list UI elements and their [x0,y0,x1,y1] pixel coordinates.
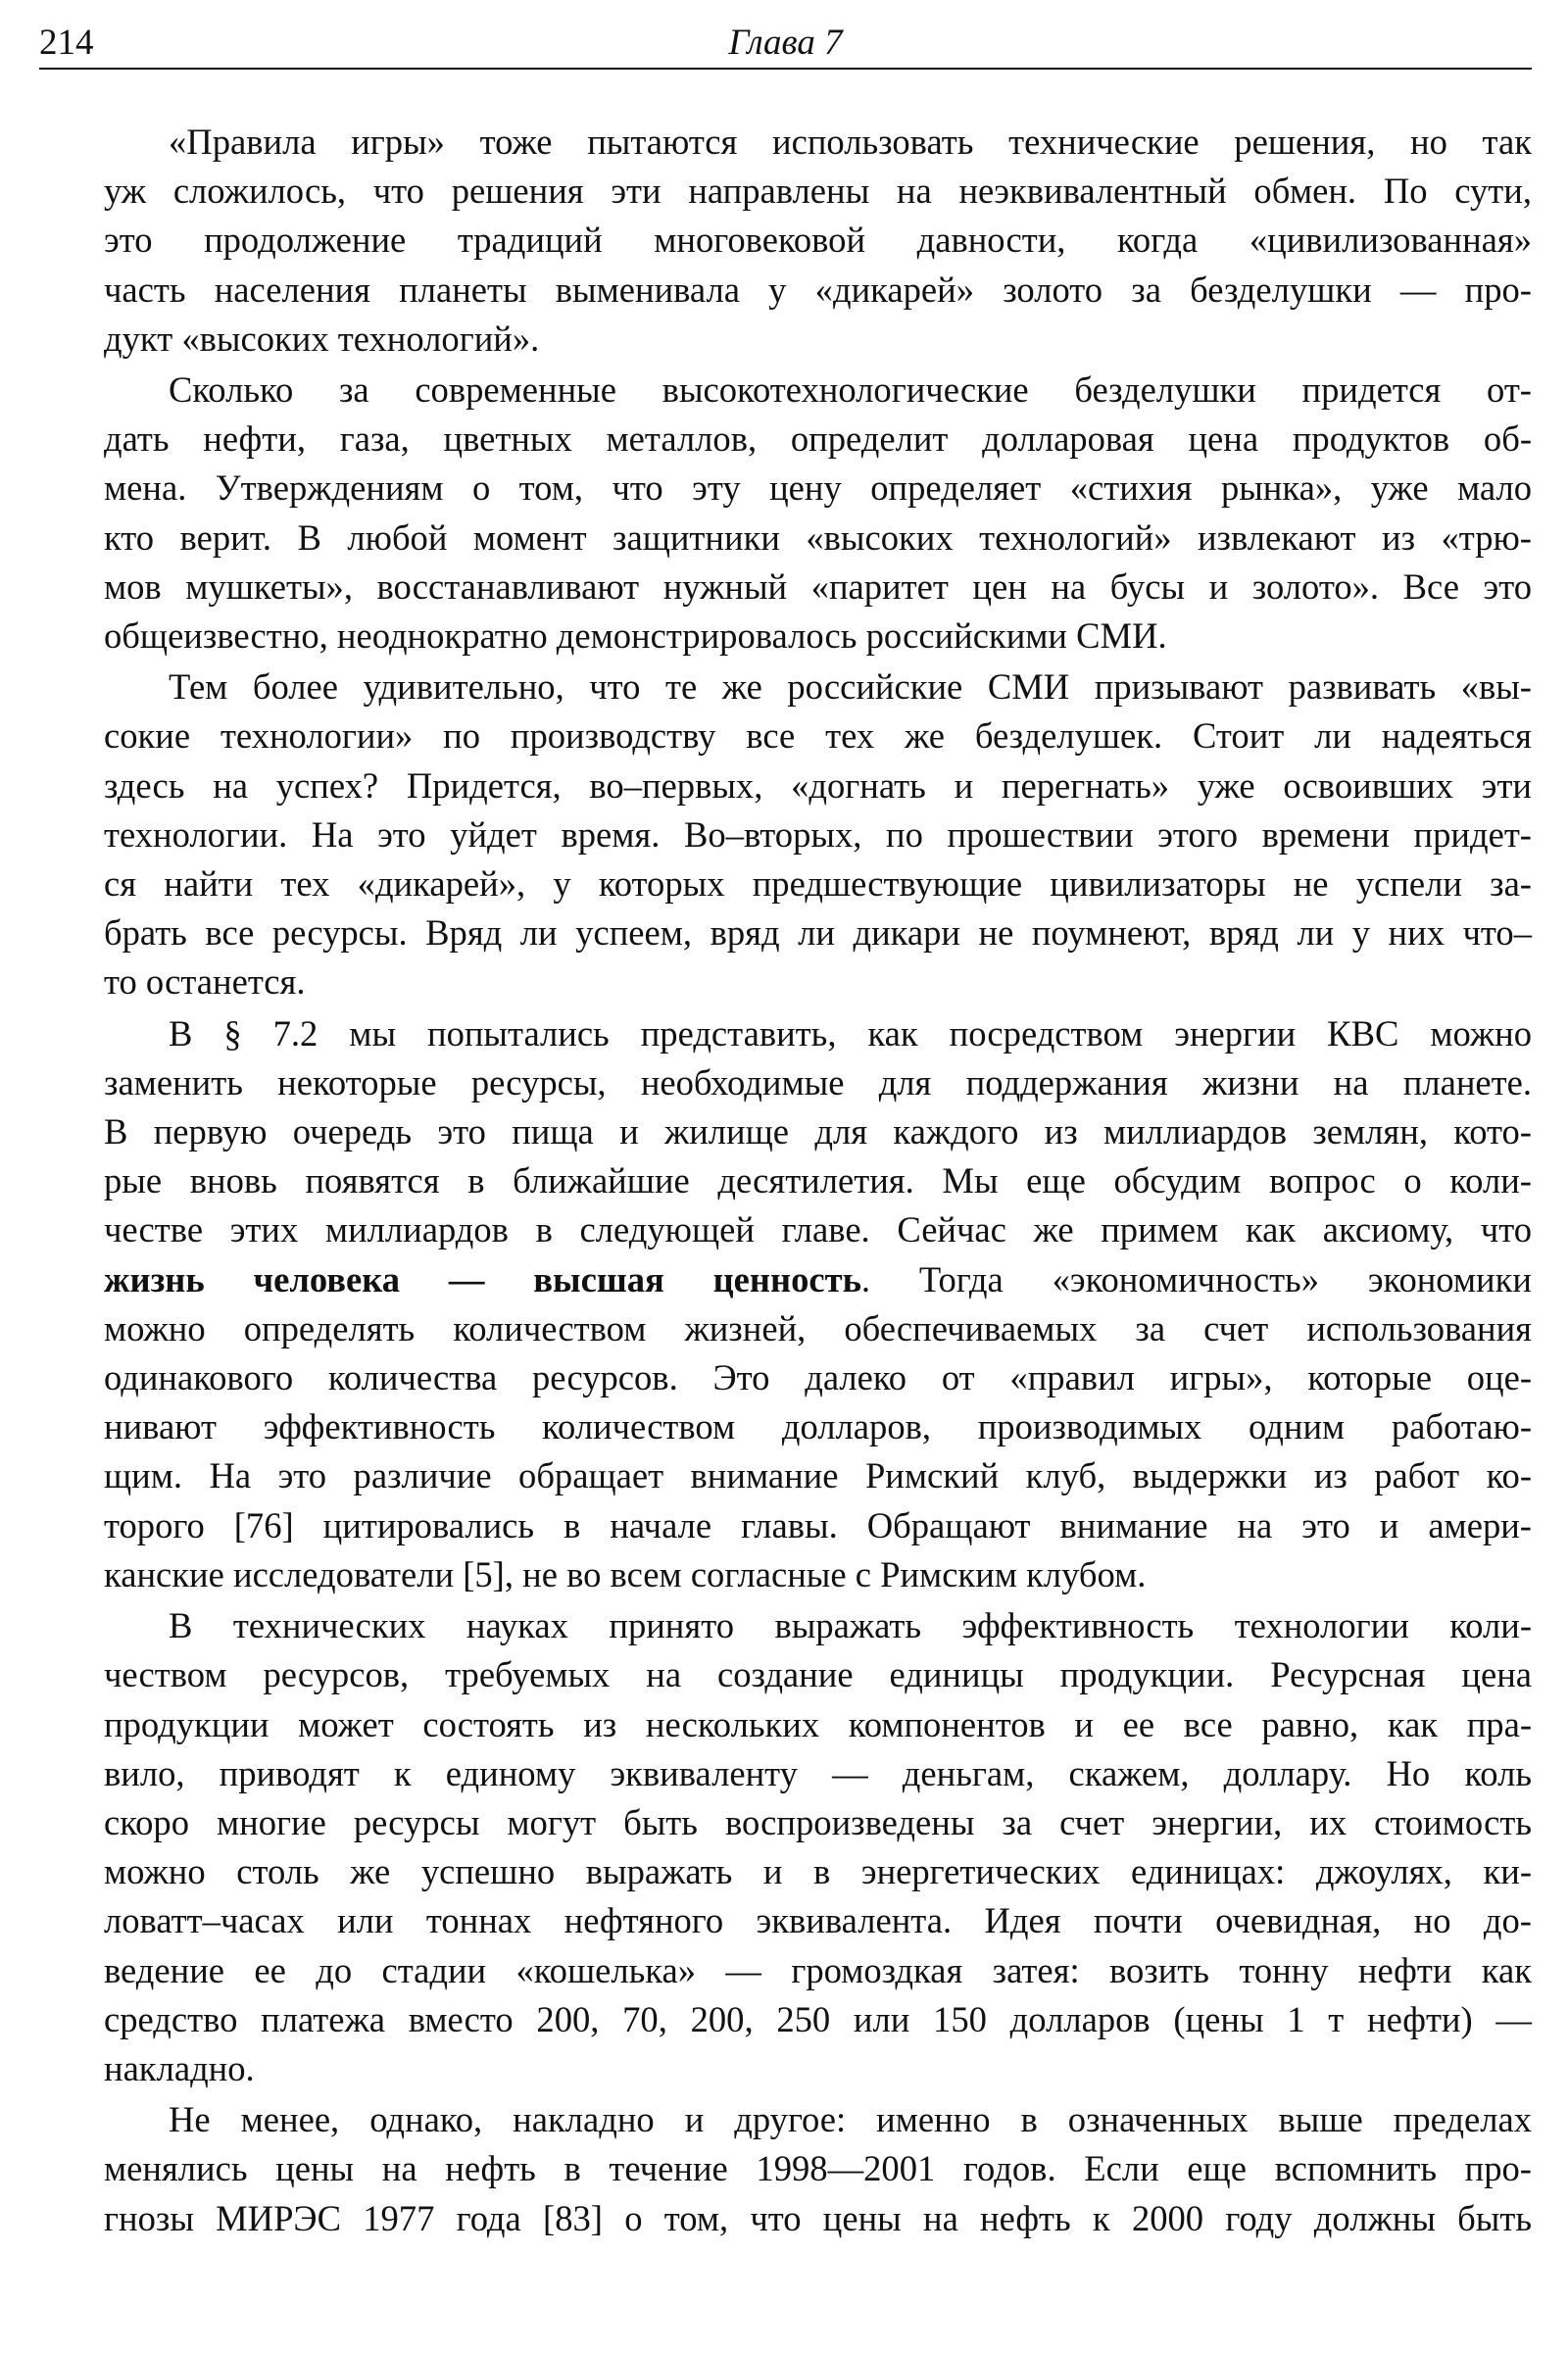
text-line: средство платежа вместо 200, 70, 200, 250 или 150 долларов (цены 1 т нефти) — [104,1998,1532,2039]
text-line: это продолжение традиций многовековой давности, когда «цивилизованная» [104,220,1532,261]
running-head: Глава 7 [728,23,843,63]
text-line: мена. Утверждениям о том, что эту цену определяет «стихия рынка», уже мало [104,467,1532,509]
text-line: кто верит. В любой момент защитники «высоких технологий» извлекают из «трю- [104,516,1532,558]
text-line: брать все ресурсы. Вряд ли успеем, вряд ли дикари не поумнеют, вряд ли у них что– [104,912,1532,954]
text-line: В технических науках принято выражать эффективность технологии коли- [169,1605,1532,1646]
text-line-emphasis [39,1255,1532,1304]
text-line: щим. На это различие обращает внимание Римский клуб, выдержки из работ ко- [104,1455,1532,1496]
text-line: часть населения планеты выменивала у «дикарей» золото за безделушки — про- [104,269,1532,310]
text-line: накладно. [104,2047,255,2088]
text-line: можно определять количеством жизней, обеспечиваемых за счет использования [104,1307,1532,1348]
text-line: вило, приводят к единому эквиваленту — деньгам, скажем, доллару. Но коль [104,1752,1532,1793]
text-line: В § 7.2 мы попытались представить, как посредством энергии КВС можно [169,1012,1532,1054]
text-line-rest: . Тогда «экономичность» экономики [860,1258,1532,1299]
text-line: ся найти тех «дикарей», у которых предшествующие цивилизаторы не успели за- [104,863,1532,905]
text-line: торого [76] цитировались в начале главы. Обращают внимание на это и амери- [104,1504,1532,1545]
text-line: заменить некоторые ресурсы, необходимые для поддержания жизни на планете. [104,1061,1532,1103]
text-line: ловатт–часах или тоннах нефтяного эквивалента. Идея почти очевидная, но до- [104,1900,1532,1941]
text-line: скоро многие ресурсы могут быть воспроизведены за счет энергии, их стоимость [104,1801,1532,1842]
paragraph-5 [39,1601,1532,2093]
text-line: общеизвестно, неоднократно демонстрировалось российскими СМИ. [104,615,1167,657]
text-line: уж сложилось, что решения эти направлены на неэквивалентный обмен. По сути, [104,171,1532,212]
text-line: мов мушкеты», восстанавливают нужный «паритет цен на бусы и золото». Все это [104,565,1532,607]
text-line: нивают эффективность количеством долларов, производимых одним работаю- [104,1406,1532,1447]
text-line: здесь на успех? Придется, во–первых, «догнать и перегнать» уже освоивших эти [104,764,1532,806]
text-line: гнозы МИРЭС 1977 года [83] о том, что цены на нефть к 2000 году должны быть [104,2197,1532,2238]
emphasis-text: жизнь человека — высшая ценность [104,1258,861,1299]
text-line: ведение ее до стадии «кошелька» — громоздкая затея: возить тонну нефти как [104,1949,1532,1990]
text-line: продукции может состоять из нескольких компонентов и ее все равно, как пра- [104,1703,1532,1744]
text-line: можно столь же успешно выражать и в энергетических единицах: джоулях, ки- [104,1851,1532,1892]
paragraph-2 [39,366,1532,661]
paragraph-4 [39,1009,1532,1599]
text-line: одинакового количества ресурсов. Это далеко от «правил игры», которые оце- [104,1357,1532,1398]
paragraph-3 [39,662,1532,1006]
text-line: Не менее, однако, накладно и другое: именно в означенных выше пределах [169,2099,1532,2140]
page-header [39,0,1532,71]
text-line: В первую очередь это пища и жилище для каждого из миллиардов землян, кото- [104,1111,1532,1152]
text-line: технологии. На это уйдет время. Во–вторых, по прошествии этого времени придет- [104,813,1532,855]
body-text [39,118,1532,2243]
text-line: сокие технологии» по производству все тех же безделушек. Стоит ли надеяться [104,715,1532,757]
paragraph-1 [39,118,1532,364]
book-page [39,0,1532,2238]
text-line: дать нефти, газа, цветных металлов, определит долларовая цена продуктов об- [104,418,1532,460]
text-line: рые вновь появятся в ближайшие десятилетия. Мы еще обсудим вопрос о коли- [104,1160,1532,1201]
text-line: дукт «высоких технологий». [104,318,540,359]
paragraph-6 [39,2095,1532,2243]
text-line: «Правила игры» тоже пытаются использовать технические решения, но так [169,122,1532,162]
text-line: канские исследователи [5], не во всем согласные с Римским клубом. [104,1553,1147,1594]
text-line: чеством ресурсов, требуемых на создание единицы продукции. Ресурсная цена [104,1654,1532,1695]
text-line: менялись цены на нефть в течение 1998—2001 годов. Если еще вспомнить про- [104,2148,1532,2189]
text-line: Сколько за современные высокотехнологические безделушки придется от- [169,369,1532,411]
text-line: честве этих миллиардов в следующей главе. Сейчас же примем как аксиому, что [104,1209,1532,1250]
text-line: то останется. [104,961,306,1003]
page-number: 214 [39,23,94,63]
text-line: Тем более удивительно, что те же российские СМИ призывают развивать «вы- [169,666,1532,708]
header-rule [39,68,1532,70]
